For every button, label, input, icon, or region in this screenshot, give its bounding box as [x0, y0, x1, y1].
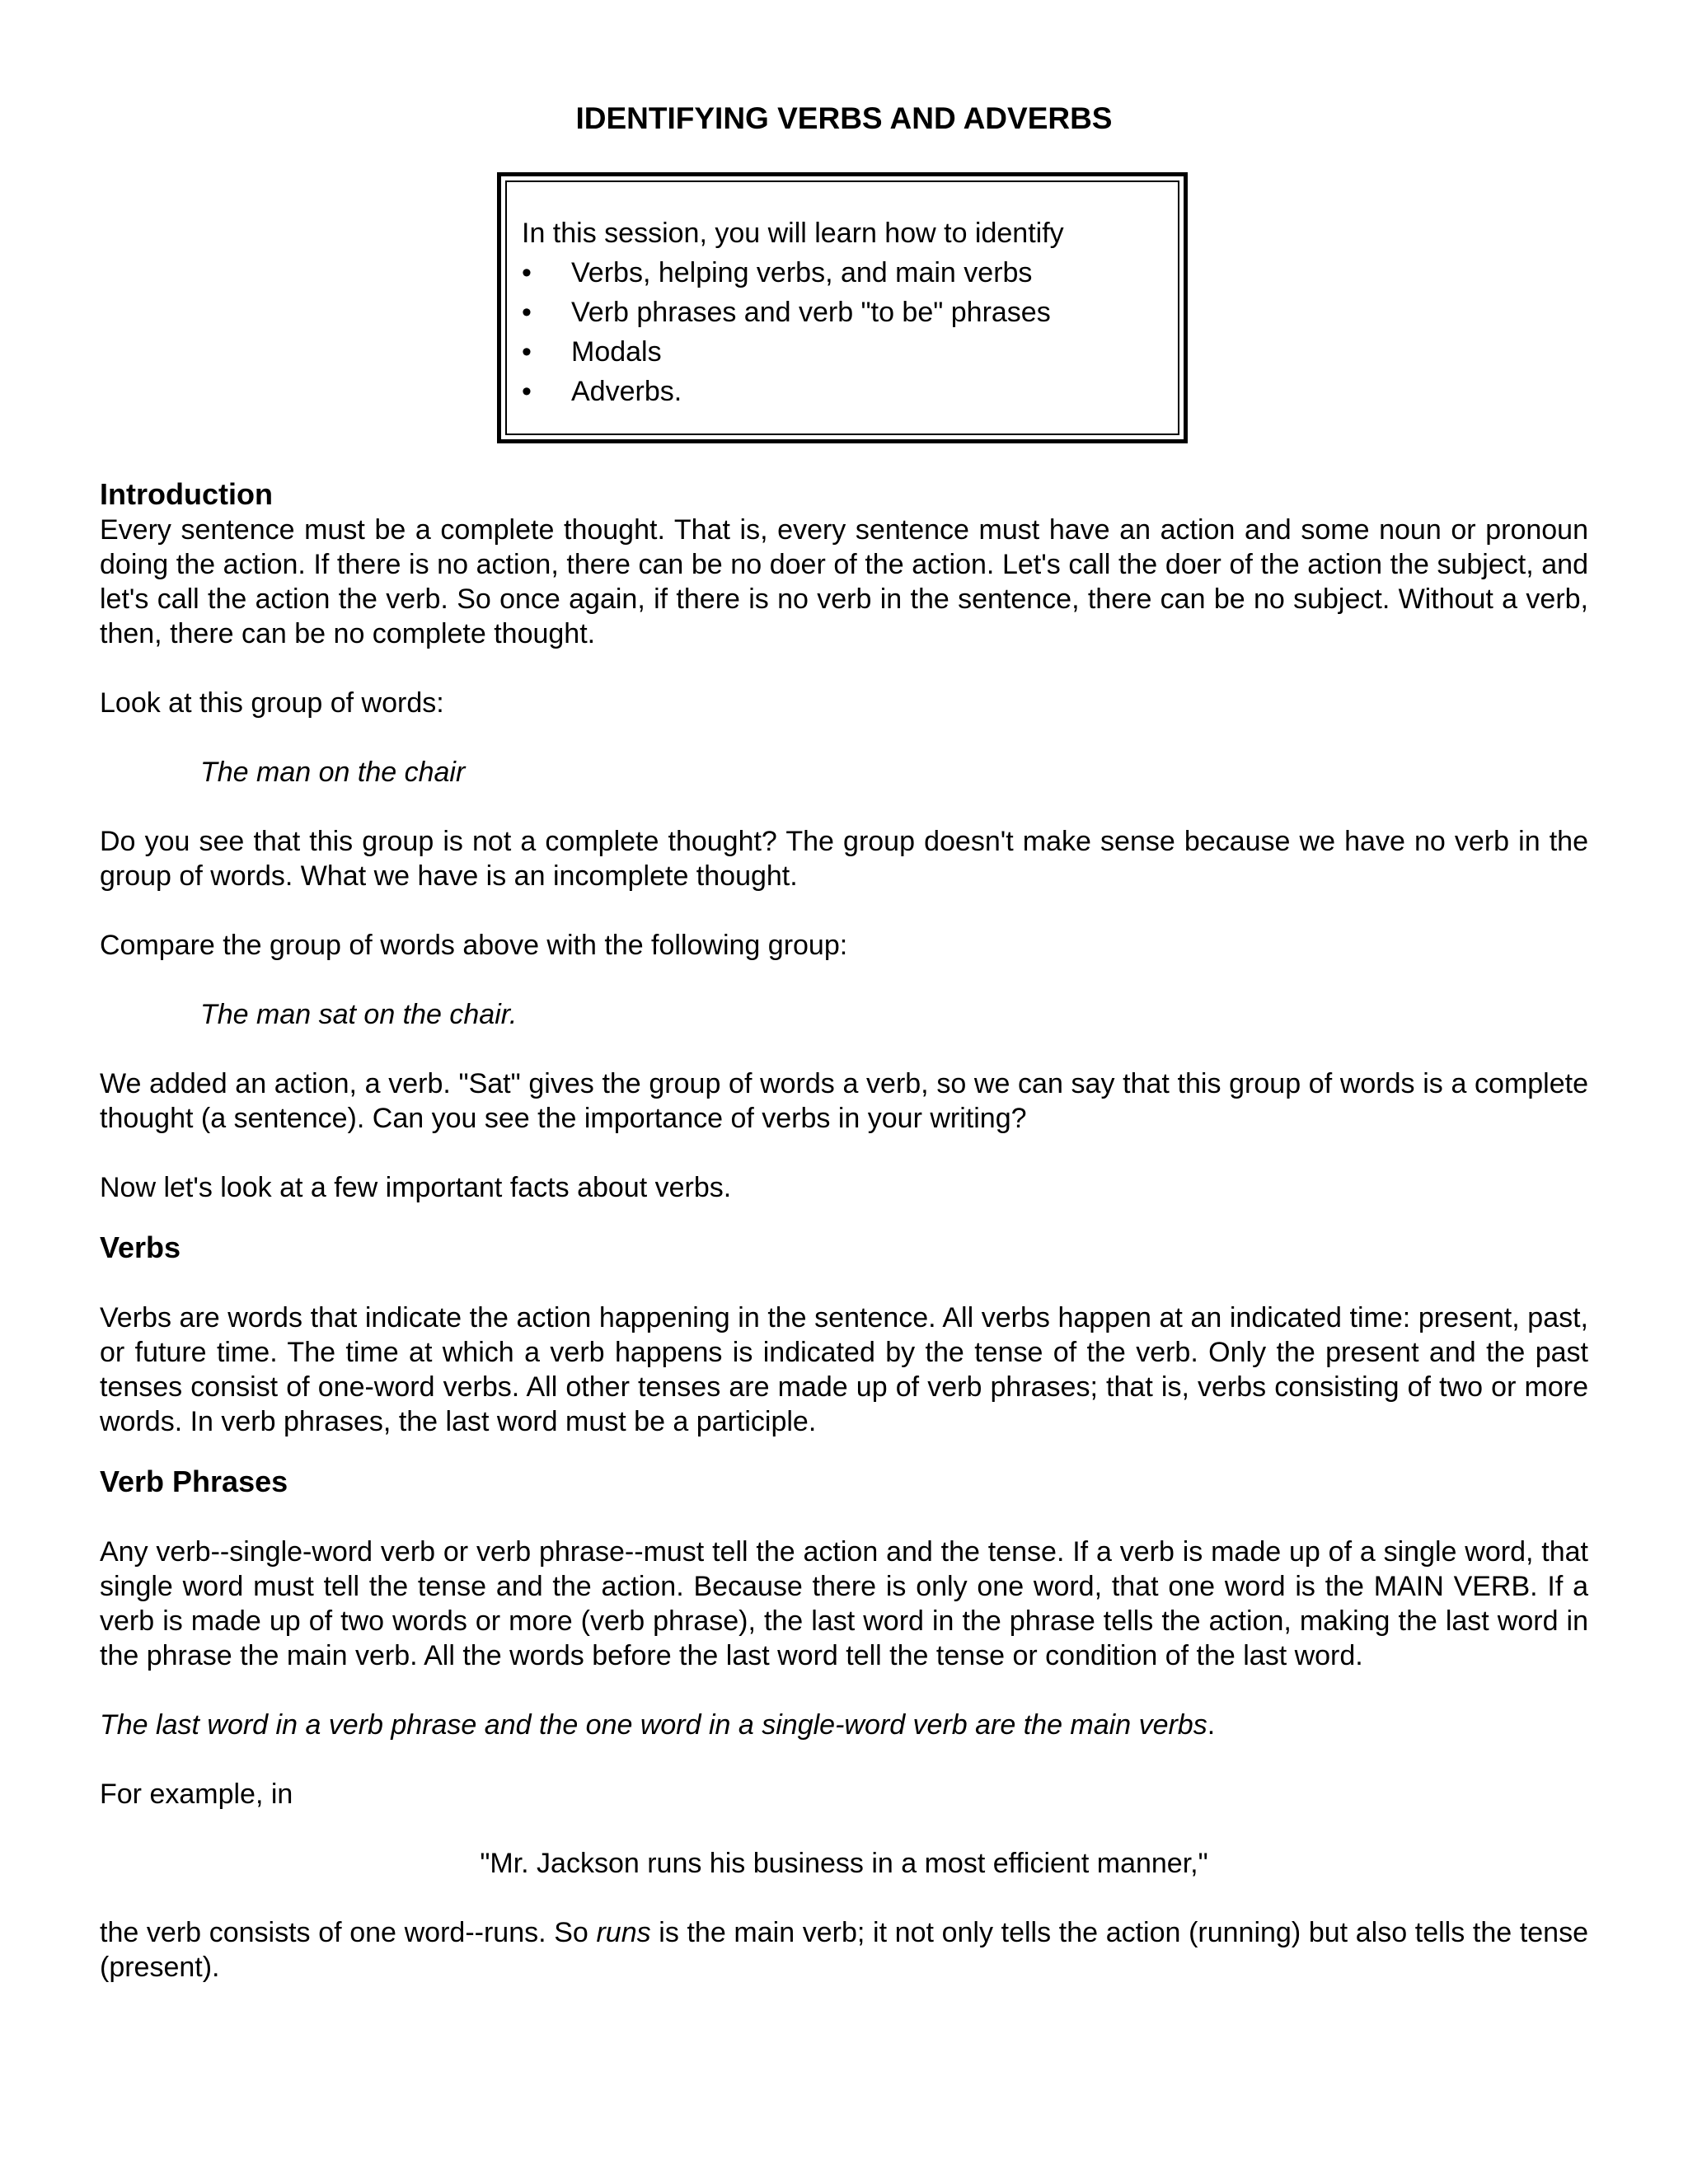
objective-text: Modals — [571, 336, 662, 368]
objectives-intro: In this session, you will learn how to identify — [522, 218, 1064, 249]
example-complete: The man sat on the chair. — [200, 999, 518, 1030]
complete-explanation: We added an action, a verb. "Sat" gives the group of words a verb, so we can say that this group of words is a complete thought (a sentence). Can you see the importance of verbs in your writing? — [100, 1068, 1588, 1134]
main-verb-rule — [100, 1708, 1588, 1742]
main-verb-rule-end: . — [1207, 1709, 1216, 1741]
introduction-heading: Introduction — [100, 477, 273, 511]
runs-explanation-end: is the main verb; it not only tells the action (running) but also tells the tense (present). — [100, 1917, 1589, 1983]
runs-explanation — [100, 1915, 1588, 1985]
runs-explanation-start: the verb consists of one word--runs. So — [100, 1917, 597, 1948]
bullet-icon: • — [522, 376, 532, 407]
objectives-inner-border — [505, 180, 1179, 435]
look-paragraph: Look at this group of words: — [100, 687, 444, 719]
objective-item — [522, 293, 1178, 332]
objectives-list — [522, 253, 1178, 411]
objective-item — [522, 372, 1178, 411]
bullet-icon: • — [522, 336, 532, 368]
example-incomplete: The man on the chair — [200, 757, 466, 788]
incomplete-explanation: Do you see that this group is not a complete thought? The group doesn't make sense because we have no verb in the group of words. What we have is an incomplete thought. — [100, 826, 1588, 892]
verb-phrases-paragraph: Any verb--single-word verb or verb phrase--must tell the action and the tense. If a verb is made up of a single word, that single word must tell the tense and the action. Because there is only one word, that one word is the MAIN VERB. If a verb is made up of two words or more (verb phrase), the last word in the phrase tells the action, making the last word in the phrase the main verb. All the words before the last word tell the tense or condition of the last word. — [100, 1536, 1588, 1671]
main-verb-rule-italic: The last word in a verb phrase and the one word in a single-word verb are the main verbs — [100, 1709, 1207, 1741]
verbs-paragraph: Verbs are words that indicate the action happening in the sentence. All verbs happen at an indicated time: present, past, or future time. The time at which a verb happens is indicated by the tense of the verb. Only the present and the past tenses consist of one-word verbs. All other tenses are made up of verb phrases; that is, verbs consisting of two or more words. In verb phrases, the last word must be a participle. — [100, 1302, 1588, 1437]
bullet-icon: • — [522, 257, 532, 288]
verb-phrases-heading: Verb Phrases — [100, 1465, 288, 1498]
verbs-heading: Verbs — [100, 1230, 181, 1264]
objective-text: Verbs, helping verbs, and main verbs — [571, 257, 1033, 288]
for-example-paragraph: For example, in — [100, 1779, 293, 1810]
example-quote: "Mr. Jackson runs his business in a most efficient manner," — [480, 1848, 1208, 1879]
objective-item — [522, 253, 1178, 293]
objectives-box — [497, 172, 1188, 443]
objective-item — [522, 332, 1178, 372]
compare-paragraph: Compare the group of words above with the following group: — [100, 930, 848, 961]
document-content — [100, 476, 1588, 1985]
bullet-icon: • — [522, 297, 532, 328]
introduction-paragraph: Every sentence must be a complete thought. That is, every sentence must have an action and some noun or pronoun doing the action. If there is no action, there can be no doer of the action. Let's call the doer of the action the subject, and let's call the action the verb. So once again, if there is no verb in the sentence, there can be no subject. Without a verb, then, there can be no complete thought. — [100, 514, 1588, 649]
document-title: IDENTIFYING VERBS AND ADVERBS — [575, 101, 1113, 135]
runs-italic: runs — [596, 1917, 651, 1948]
facts-paragraph: Now let's look at a few important facts about verbs. — [100, 1172, 732, 1203]
objective-text: Verb phrases and verb "to be" phrases — [571, 297, 1051, 328]
objective-text: Adverbs. — [571, 376, 682, 407]
